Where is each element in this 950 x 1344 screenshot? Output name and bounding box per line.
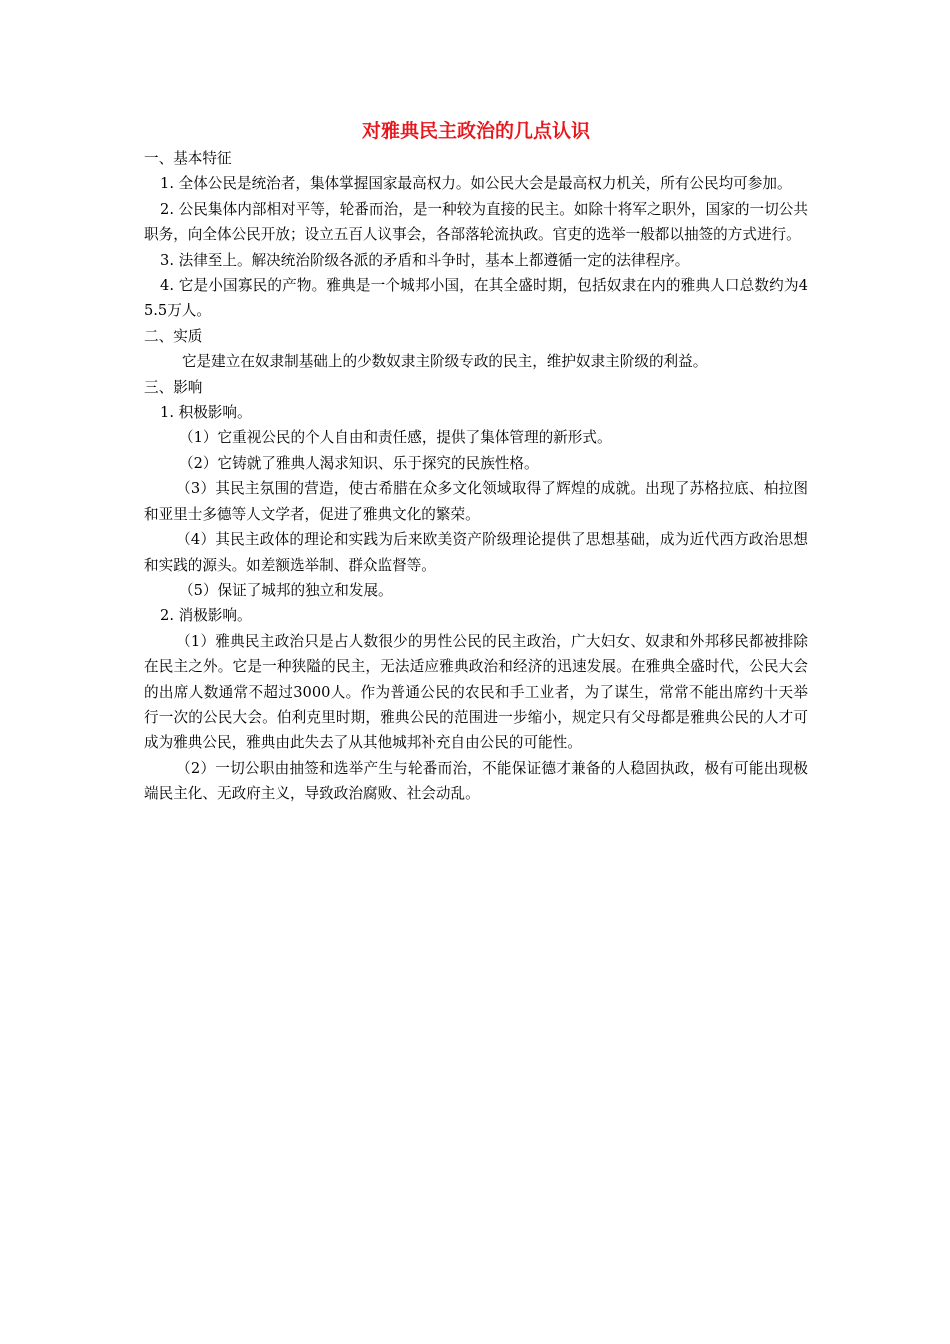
section-heading-features: 一、基本特征 [144,150,232,167]
positive-item-2: （2）它铸就了雅典人渴求知识、乐于探究的民族性格。 [179,454,539,472]
feature-item-4: 4. 它是小国寡民的产物。雅典是一个城邦小国，在其全盛时期，包括奴隶在内的雅典人口总数约为45.5万人。 [144,277,808,320]
negative-item-2: （2）一切公职由抽签和选举产生与轮番而治，不能保证德才兼备的人稳固执政，极有可能出现极端民主化、无政府主义，导致政治腐败、社会动乱。 [144,759,808,803]
positive-influence-label: 1. 积极影响。 [160,404,252,422]
positive-item-1: （1）它重视公民的个人自由和责任感，提供了集体管理的新形式。 [179,429,612,447]
section-heading-essence: 二、实质 [144,327,203,345]
feature-item-2: 2. 公民集体内部相对平等，轮番而治，是一种较为直接的民主。如除十将军之职外，国家的一切公共职务，向全体公民开放；设立五百人议事会，各部落轮流执政。官吏的选举一般都以抽签的方式进行。 [144,200,808,244]
feature-item-1: 1. 全体公民是统治者，集体掌握国家最高权力。如公民大会是最高权力机关，所有公民均可参加。 [160,175,792,193]
feature-item-3: 3. 法律至上。解决统治阶级各派的矛盾和斗争时，基本上都遵循一定的法律程序。 [160,251,690,269]
positive-item-4: （4）其民主政体的理论和实践为后来欧美资产阶级理论提供了思想基础，成为近代西方政治思想和实践的源头。如差额选举制、群众监督等。 [144,531,808,574]
document-page [144,118,808,807]
document-title: 对雅典民主政治的几点认识 [361,120,590,142]
negative-item-1: （1）雅典民主政治只是占人数很少的男性公民的民主政治，广大妇女、奴隶和外邦移民都被排除在民主之外。它是一种狭隘的民主，无法适应雅典政治和经济的迅速发展。在雅典全盛时代，公民大会的出席人数通常不超过3000人。作为普通公民的农民和手工业者，为了谋生，常常不能出席约十天举行一次的公民大会。伯利克里时期，雅典公民的范围进一步缩小，规定只有父母都是雅典公民的人才可成为雅典公民，雅典由此失去了从其他城邦补充自由公民的可能性。 [144,632,808,752]
negative-influence-label: 2. 消极影响。 [160,607,252,625]
section-heading-influence: 三、影响 [144,378,203,396]
essence-text: 它是建立在奴隶制基础上的少数奴隶主阶级专政的民主，维护奴隶主阶级的利益。 [181,353,708,371]
positive-item-3: （3）其民主氛围的营造，使古希腊在众多文化领域取得了辉煌的成就。出现了苏格拉底、柏拉图和亚里士多德等人文学者，促进了雅典文化的繁荣。 [144,480,808,523]
positive-item-5: （5）保证了城邦的独立和发展。 [179,581,393,599]
